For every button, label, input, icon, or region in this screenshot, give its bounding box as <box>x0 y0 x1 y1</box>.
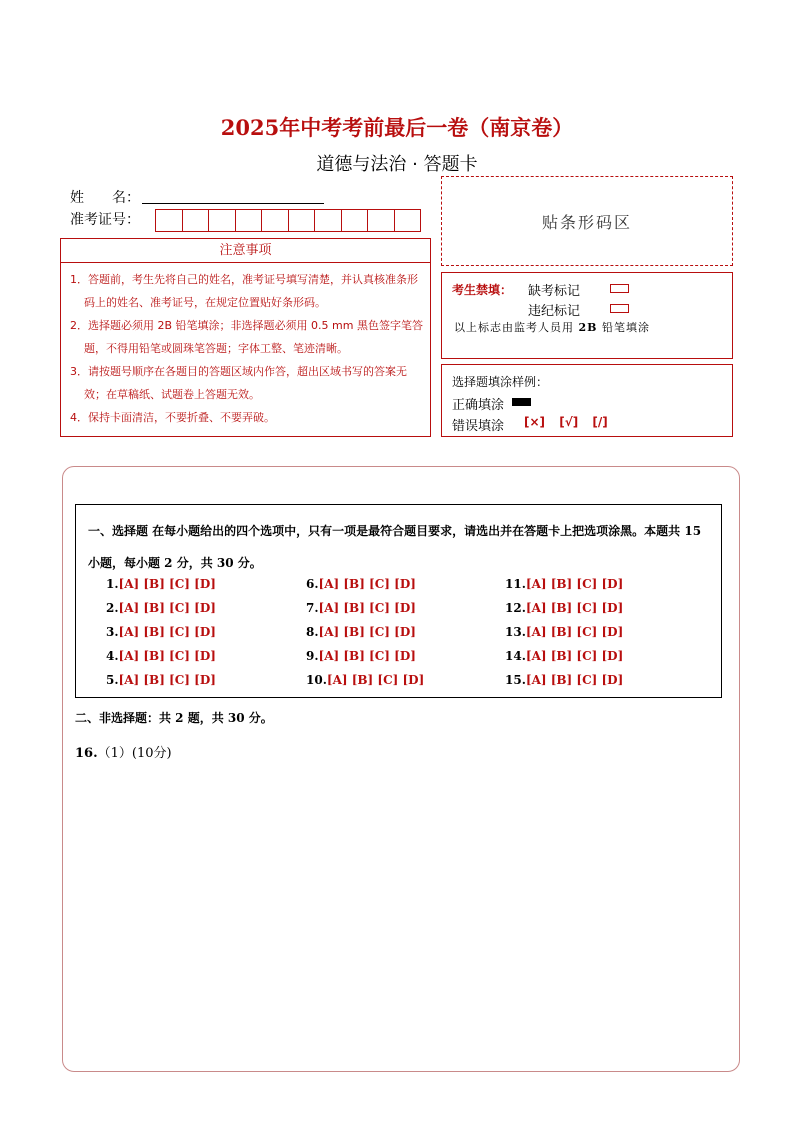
exam-number-boxes[interactable] <box>155 209 421 232</box>
question-2[interactable]: 2.[A] [B] [C] [D] <box>106 601 216 615</box>
question-12[interactable]: 12.[A] [B] [C] [D] <box>505 601 624 615</box>
name-label: 姓 名： <box>70 190 140 206</box>
question-14[interactable]: 14.[A] [B] [C] [D] <box>505 649 624 663</box>
notice-list <box>61 263 430 429</box>
exam-digit-box[interactable] <box>315 210 342 231</box>
forbid-box <box>441 272 733 359</box>
question-5[interactable]: 5.[A] [B] [C] [D] <box>106 673 216 687</box>
exam-digit-box[interactable] <box>183 210 210 231</box>
question-15[interactable]: 15.[A] [B] [C] [D] <box>505 673 624 687</box>
wrong-fill-label: 错误填涂 <box>452 419 505 434</box>
exam-digit-box[interactable] <box>209 210 236 231</box>
exam-digit-box[interactable] <box>236 210 263 231</box>
exam-digit-box[interactable] <box>342 210 369 231</box>
notice-item: 3．请按题号顺序在各题目的答题区域内作答，超出区域书写的答案无效；在草稿纸、试题卷上答题无效。 <box>70 365 407 401</box>
barcode-area-label: 贴条形码区 <box>541 212 632 232</box>
wrong-mark: [×] <box>524 415 546 429</box>
question-7[interactable]: 7.[A] [B] [C] [D] <box>306 601 416 615</box>
question-10[interactable]: 10.[A] [B] [C] [D] <box>306 673 425 687</box>
page-title: 2025年中考考前最后一卷（南京卷） <box>220 115 574 140</box>
notice-item: 2．选择题必须用 2B 铅笔填涂；非选择题必须用 0.5 mm 黑色签字笔答题，不得用铅笔或圆珠笔答题；字体工整、笔迹清晰。 <box>70 319 423 355</box>
page-subtitle: 道德与法治 · 答题卡 <box>316 154 478 175</box>
notice-title: 注意事项 <box>61 239 430 263</box>
question-4[interactable]: 4.[A] [B] [C] [D] <box>106 649 216 663</box>
notice-box <box>60 238 431 437</box>
violation-mark-box[interactable] <box>610 304 629 313</box>
question-13[interactable]: 13.[A] [B] [C] [D] <box>505 625 624 639</box>
exam-number-label: 准考证号： <box>70 212 140 228</box>
exam-digit-box[interactable] <box>368 210 395 231</box>
question-1[interactable]: 1.[A] [B] [C] [D] <box>106 577 216 591</box>
violation-mark-label: 违纪标记 <box>528 304 581 319</box>
exam-digit-box[interactable] <box>395 210 421 231</box>
barcode-area <box>441 176 733 266</box>
correct-fill-label: 正确填涂 <box>452 398 505 413</box>
question-6[interactable]: 6.[A] [B] [C] [D] <box>306 577 416 591</box>
question-8[interactable]: 8.[A] [B] [C] [D] <box>306 625 416 639</box>
notice-item: 4．保持卡面清洁，不要折叠、不要弄破。 <box>70 411 275 424</box>
name-input-line[interactable] <box>142 203 324 204</box>
non-choice-section-title: 二、非选择题：共 2 题，共 30 分。 <box>75 711 273 725</box>
forbid-label: 考生禁填： <box>452 283 513 297</box>
notice-item: 1．答题前，考生先将自己的姓名，准考证号填写清楚，并认真核准条形码上的姓名、准考证号，在规定位置贴好条形码。 <box>70 273 418 309</box>
exam-digit-box[interactable] <box>289 210 316 231</box>
wrong-mark: [√] <box>559 415 579 429</box>
correct-fill-mark <box>512 398 531 406</box>
fill-sample-label: 选择题填涂样例： <box>452 375 549 389</box>
forbid-note: 以上标志由监考人员用 2B 铅笔填涂 <box>454 321 650 334</box>
exam-digit-box[interactable] <box>262 210 289 231</box>
question-3[interactable]: 3.[A] [B] [C] [D] <box>106 625 216 639</box>
absent-mark-label: 缺考标记 <box>528 284 581 299</box>
wrong-fill-marks <box>524 415 618 429</box>
question-16-heading: 16.（1）(10分) <box>75 746 172 761</box>
wrong-mark: [/] <box>592 415 608 429</box>
question-9[interactable]: 9.[A] [B] [C] [D] <box>306 649 416 663</box>
question-11[interactable]: 11.[A] [B] [C] [D] <box>505 577 624 591</box>
exam-digit-box[interactable] <box>156 210 183 231</box>
fill-sample-box <box>441 364 733 437</box>
choice-instruction: 一、选择题 在每小题给出的四个选项中，只有一项是最符合题目要求，请选出并在答题卡上把选项涂黑。本题共 15 小题，每小题 2 分，共 30 分。 <box>88 524 702 570</box>
absent-mark-box[interactable] <box>610 284 629 293</box>
